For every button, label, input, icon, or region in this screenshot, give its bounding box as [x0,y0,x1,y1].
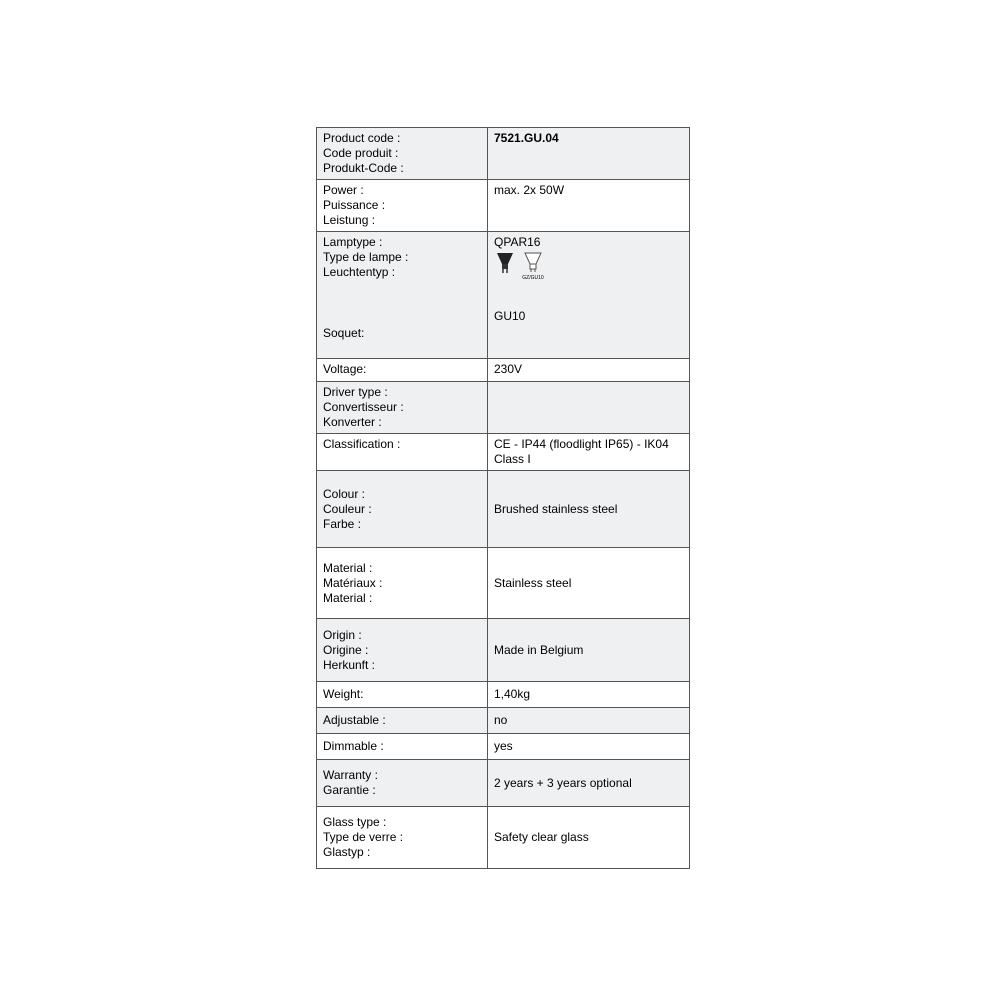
dimmable-label: Dimmable : [323,739,384,753]
lamp-outline-icon [522,251,544,275]
product-code-value: 7521.GU.04 [494,131,559,145]
value-cell [488,760,690,807]
label-cell [317,548,488,619]
soquet-label: Soquet: [323,326,365,340]
row-dimmable [317,734,690,760]
weight-label: Weight: [323,687,364,701]
colour-value: Brushed stainless steel [494,501,618,516]
label-de: Farbe : [323,516,362,531]
label-fr: Type de verre : [323,830,404,844]
value-cell [488,548,690,619]
row-voltage [317,359,690,382]
origin-value: Made in Belgium [494,642,584,657]
label-fr: Type de lampe : [323,250,409,264]
value-cell [488,619,690,682]
value-cell [488,382,690,434]
row-colour [317,471,690,548]
label-fr: Matériaux : [323,575,383,590]
label-cell [317,232,488,359]
label-fr: Puissance : [323,198,386,212]
lamp-outline-wrap [522,251,544,281]
classification-value-line: Class I [494,452,531,466]
row-product-code [317,128,690,180]
voltage-label: Voltage: [323,362,367,376]
label-en: Lamptype : [323,235,383,249]
label-en: Origin : [323,627,362,642]
label-en: Power : [323,183,364,197]
row-power [317,180,690,232]
label-de: Produkt-Code : [323,161,404,175]
material-value: Stainless steel [494,575,572,590]
row-classification [317,434,690,471]
label-cell [317,434,488,471]
lamp-icons [494,251,683,281]
label-en: Product code : [323,131,401,145]
value-cell [488,708,690,734]
value-cell [488,471,690,548]
label-de: Leuchtentyp : [323,265,396,279]
label-en: Material : [323,560,373,575]
adjustable-label: Adjustable : [323,713,386,727]
label-cell [317,734,488,760]
classification-value-line: CE - IP44 (floodlight IP65) - IK04 [494,437,669,451]
label-fr: Origine : [323,642,369,657]
dimmable-value: yes [494,739,513,753]
label-fr: Garantie : [323,783,376,797]
power-value: max. 2x 50W [494,183,565,197]
lamptype-value: QPAR16 [494,235,541,249]
label-de: Herkunft : [323,657,376,672]
spec-sheet [316,127,690,869]
label-cell [317,619,488,682]
value-cell [488,807,690,869]
label-cell [317,682,488,708]
value-cell [488,434,690,471]
classification-label: Classification : [323,437,401,451]
value-cell [488,128,690,180]
label-en: Glass type : [323,815,387,829]
warranty-value: 2 years + 3 years optional [494,775,632,790]
label-cell [317,760,488,807]
value-cell [488,682,690,708]
label-fr: Couleur : [323,501,372,516]
row-material [317,548,690,619]
label-cell [317,359,488,382]
label-de: Konverter : [323,415,382,429]
label-cell [317,128,488,180]
label-cell [317,708,488,734]
label-de: Leistung : [323,213,376,227]
label-cell [317,471,488,548]
row-driver [317,382,690,434]
weight-value: 1,40kg [494,687,531,701]
glass-value: Safety clear glass [494,830,589,844]
label-en: Colour : [323,486,366,501]
spec-table [316,127,690,869]
voltage-value: 230V [494,362,523,376]
label-de: Material : [323,590,373,605]
row-glass [317,807,690,869]
row-lamptype [317,232,690,359]
lamp-icon-caption: GZ/GU10 [522,275,544,281]
adjustable-value: no [494,713,508,727]
row-origin [317,619,690,682]
row-weight [317,682,690,708]
label-cell [317,382,488,434]
label-en: Warranty : [323,768,378,782]
lamp-dark-icon [494,251,516,275]
value-cell [488,734,690,760]
value-cell [488,180,690,232]
soquet-value: GU10 [494,309,526,323]
label-en: Driver type : [323,385,388,399]
row-adjustable [317,708,690,734]
row-warranty [317,760,690,807]
label-de: Glastyp : [323,845,371,859]
label-fr: Code produit : [323,146,399,160]
value-cell [488,359,690,382]
label-cell [317,807,488,869]
label-cell [317,180,488,232]
label-fr: Convertisseur : [323,400,404,414]
value-cell [488,232,690,359]
